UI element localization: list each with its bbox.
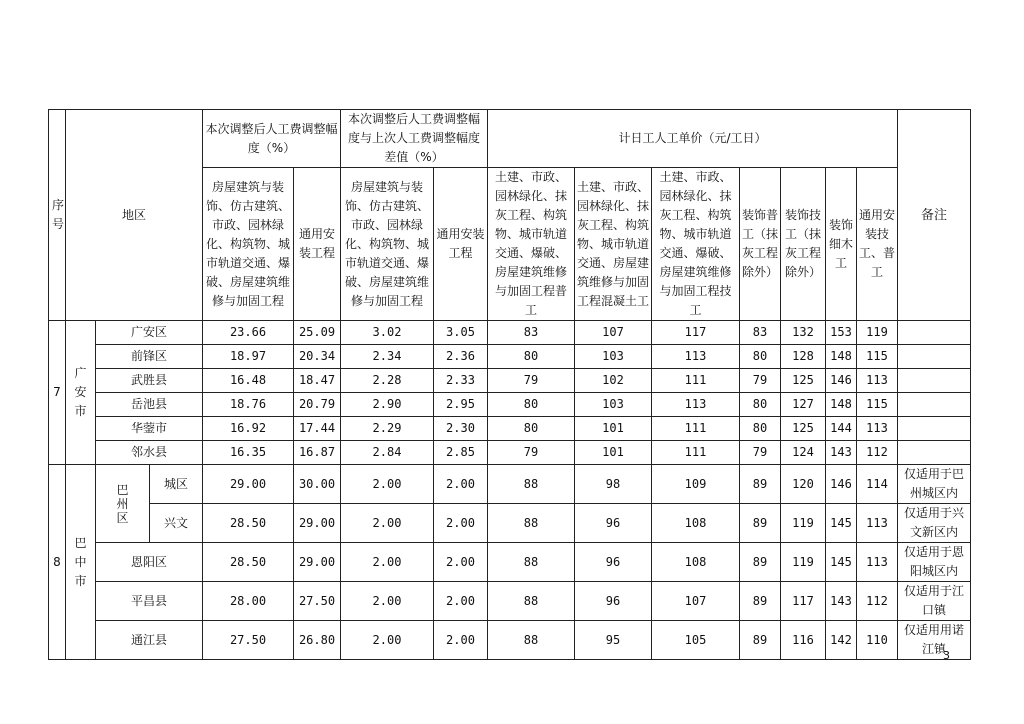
header-col-building-diff: 房屋建筑与装饰、仿古建筑、市政、园林绿化、构筑物、城市轨道交通、爆破、房屋建筑维修与加固工程 [341, 168, 434, 321]
cell: 95 [575, 621, 652, 660]
header-group-adjust: 本次调整后人工费调整幅度（%） [203, 110, 341, 168]
cell: 89 [740, 465, 781, 504]
cell: 16.35 [203, 441, 294, 465]
cell: 80 [488, 417, 575, 441]
area-name: 恩阳区 [96, 543, 203, 582]
cell: 2.34 [341, 345, 434, 369]
cell: 127 [781, 393, 826, 417]
cell: 25.09 [294, 321, 341, 345]
header-group-diff: 本次调整后人工费调整幅度与上次人工费调整幅度差值（%） [341, 110, 488, 168]
cell: 88 [488, 465, 575, 504]
cell: 2.00 [434, 465, 488, 504]
cell: 146 [826, 369, 857, 393]
cell: 148 [826, 393, 857, 417]
cell: 105 [652, 621, 740, 660]
cell: 28.00 [203, 582, 294, 621]
cell: 18.47 [294, 369, 341, 393]
cell: 148 [826, 345, 857, 369]
area-name: 邻水县 [96, 441, 203, 465]
cell: 29.00 [294, 543, 341, 582]
table-row [49, 345, 971, 369]
table-row [49, 393, 971, 417]
cell: 117 [781, 582, 826, 621]
header-col-install-worker: 通用安装技工、普工 [857, 168, 898, 321]
cell: 96 [575, 543, 652, 582]
cell: 146 [826, 465, 857, 504]
cell: 18.97 [203, 345, 294, 369]
header-remark: 备注 [898, 110, 971, 321]
cell: 88 [488, 504, 575, 543]
cell: 119 [781, 543, 826, 582]
header-group-unit: 计日工人工单价（元/工日） [488, 110, 898, 168]
header-col-install: 通用安装工程 [294, 168, 341, 321]
cell: 103 [575, 393, 652, 417]
cell: 101 [575, 417, 652, 441]
cell: 107 [575, 321, 652, 345]
cell: 143 [826, 441, 857, 465]
cell: 115 [857, 345, 898, 369]
cell: 88 [488, 582, 575, 621]
cell: 17.44 [294, 417, 341, 441]
cell: 153 [826, 321, 857, 345]
cell: 27.50 [294, 582, 341, 621]
cell: 145 [826, 504, 857, 543]
cell: 2.00 [341, 504, 434, 543]
cell: 143 [826, 582, 857, 621]
cell: 114 [857, 465, 898, 504]
cell: 142 [826, 621, 857, 660]
cell: 2.85 [434, 441, 488, 465]
cell: 113 [857, 369, 898, 393]
area-name: 兴文 [150, 504, 203, 543]
cell: 111 [652, 417, 740, 441]
page-number: 3 [943, 649, 950, 662]
cell: 29.00 [294, 504, 341, 543]
cell: 3.02 [341, 321, 434, 345]
labor-price-table [48, 109, 971, 660]
header-col-building: 房屋建筑与装饰、仿古建筑、市政、园林绿化、构筑物、城市轨道交通、爆破、房屋建筑维修与加固工程 [203, 168, 294, 321]
cell: 27.50 [203, 621, 294, 660]
remark-cell: 仅适用用诺江镇 [898, 621, 971, 660]
city-name: 广安市 [66, 321, 96, 465]
cell: 112 [857, 582, 898, 621]
cell: 115 [857, 393, 898, 417]
group-seq: 8 [49, 465, 66, 660]
cell: 18.76 [203, 393, 294, 417]
table-row [49, 369, 971, 393]
area-name: 岳池县 [96, 393, 203, 417]
cell: 30.00 [294, 465, 341, 504]
cell: 80 [740, 345, 781, 369]
table-row [49, 543, 971, 582]
area-name: 平昌县 [96, 582, 203, 621]
cell: 16.92 [203, 417, 294, 441]
remark-cell [898, 321, 971, 345]
cell: 2.33 [434, 369, 488, 393]
district-name: 巴州区 [96, 465, 150, 543]
area-name: 广安区 [96, 321, 203, 345]
cell: 119 [857, 321, 898, 345]
cell: 2.00 [341, 465, 434, 504]
cell: 2.36 [434, 345, 488, 369]
remark-cell: 仅适用于巴州城区内 [898, 465, 971, 504]
area-name: 通江县 [96, 621, 203, 660]
cell: 89 [740, 582, 781, 621]
cell: 124 [781, 441, 826, 465]
cell: 16.87 [294, 441, 341, 465]
cell: 29.00 [203, 465, 294, 504]
cell: 2.00 [341, 621, 434, 660]
table-row [49, 621, 971, 660]
cell: 2.00 [434, 504, 488, 543]
cell: 20.34 [294, 345, 341, 369]
cell: 108 [652, 504, 740, 543]
cell: 119 [781, 504, 826, 543]
cell: 80 [740, 393, 781, 417]
table-row [49, 321, 971, 345]
header-col-concrete: 土建、市政、园林绿化、抹灰工程、构筑物、城市轨道交通、房屋建筑维修与加固工程混凝土工 [575, 168, 652, 321]
header-col-skilled: 土建、市政、园林绿化、抹灰工程、构筑物、城市轨道交通、爆破、房屋建筑维修与加固工程技工 [652, 168, 740, 321]
cell: 2.00 [434, 543, 488, 582]
cell: 89 [740, 621, 781, 660]
cell: 109 [652, 465, 740, 504]
cell: 79 [740, 369, 781, 393]
remark-cell: 仅适用于江口镇 [898, 582, 971, 621]
cell: 132 [781, 321, 826, 345]
remark-cell: 仅适用于兴文新区内 [898, 504, 971, 543]
cell: 125 [781, 369, 826, 393]
remark-cell [898, 441, 971, 465]
cell: 110 [857, 621, 898, 660]
remark-cell [898, 393, 971, 417]
remark-cell [898, 345, 971, 369]
cell: 89 [740, 543, 781, 582]
area-name: 武胜县 [96, 369, 203, 393]
remark-cell [898, 417, 971, 441]
cell: 83 [740, 321, 781, 345]
cell: 16.48 [203, 369, 294, 393]
header-col-deco-skilled: 装饰技工（抹灰工程除外） [781, 168, 826, 321]
cell: 113 [652, 345, 740, 369]
cell: 98 [575, 465, 652, 504]
cell: 101 [575, 441, 652, 465]
cell: 2.00 [341, 582, 434, 621]
cell: 23.66 [203, 321, 294, 345]
cell: 80 [488, 345, 575, 369]
cell: 117 [652, 321, 740, 345]
cell: 113 [857, 417, 898, 441]
area-name: 华蓥市 [96, 417, 203, 441]
area-name: 前锋区 [96, 345, 203, 369]
cell: 112 [857, 441, 898, 465]
cell: 2.00 [434, 621, 488, 660]
remark-cell [898, 369, 971, 393]
header-col-install-diff: 通用安装工程 [434, 168, 488, 321]
table-row [49, 441, 971, 465]
header-col-deco-wood: 装饰细木工 [826, 168, 857, 321]
cell: 2.95 [434, 393, 488, 417]
header-region: 地区 [66, 110, 203, 321]
cell: 79 [488, 369, 575, 393]
cell: 103 [575, 345, 652, 369]
cell: 96 [575, 504, 652, 543]
cell: 116 [781, 621, 826, 660]
area-name: 城区 [150, 465, 203, 504]
header-col-deco-general: 装饰普工（抹灰工程除外） [740, 168, 781, 321]
cell: 88 [488, 543, 575, 582]
cell: 113 [857, 504, 898, 543]
cell: 107 [652, 582, 740, 621]
cell: 26.80 [294, 621, 341, 660]
cell: 80 [488, 393, 575, 417]
city-name: 巴中市 [66, 465, 96, 660]
cell: 2.84 [341, 441, 434, 465]
cell: 2.00 [341, 543, 434, 582]
cell: 3.05 [434, 321, 488, 345]
cell: 79 [488, 441, 575, 465]
header-seq: 序号 [49, 110, 66, 321]
cell: 113 [652, 393, 740, 417]
cell: 111 [652, 441, 740, 465]
cell: 2.29 [341, 417, 434, 441]
cell: 144 [826, 417, 857, 441]
cell: 125 [781, 417, 826, 441]
cell: 20.79 [294, 393, 341, 417]
table-row [49, 504, 971, 543]
cell: 128 [781, 345, 826, 369]
cell: 2.28 [341, 369, 434, 393]
remark-cell: 仅适用于恩阳城区内 [898, 543, 971, 582]
cell: 145 [826, 543, 857, 582]
cell: 108 [652, 543, 740, 582]
cell: 113 [857, 543, 898, 582]
cell: 28.50 [203, 504, 294, 543]
cell: 79 [740, 441, 781, 465]
cell: 89 [740, 504, 781, 543]
cell: 88 [488, 621, 575, 660]
cell: 111 [652, 369, 740, 393]
cell: 96 [575, 582, 652, 621]
table-row [49, 465, 971, 504]
cell: 120 [781, 465, 826, 504]
cell: 83 [488, 321, 575, 345]
cell: 28.50 [203, 543, 294, 582]
cell: 2.90 [341, 393, 434, 417]
header-col-general: 土建、市政、园林绿化、抹灰工程、构筑物、城市轨道交通、爆破、房屋建筑维修与加固工程普工 [488, 168, 575, 321]
cell: 2.00 [434, 582, 488, 621]
group-seq: 7 [49, 321, 66, 465]
table-row [49, 417, 971, 441]
cell: 102 [575, 369, 652, 393]
cell: 2.30 [434, 417, 488, 441]
table-row [49, 582, 971, 621]
cell: 80 [740, 417, 781, 441]
